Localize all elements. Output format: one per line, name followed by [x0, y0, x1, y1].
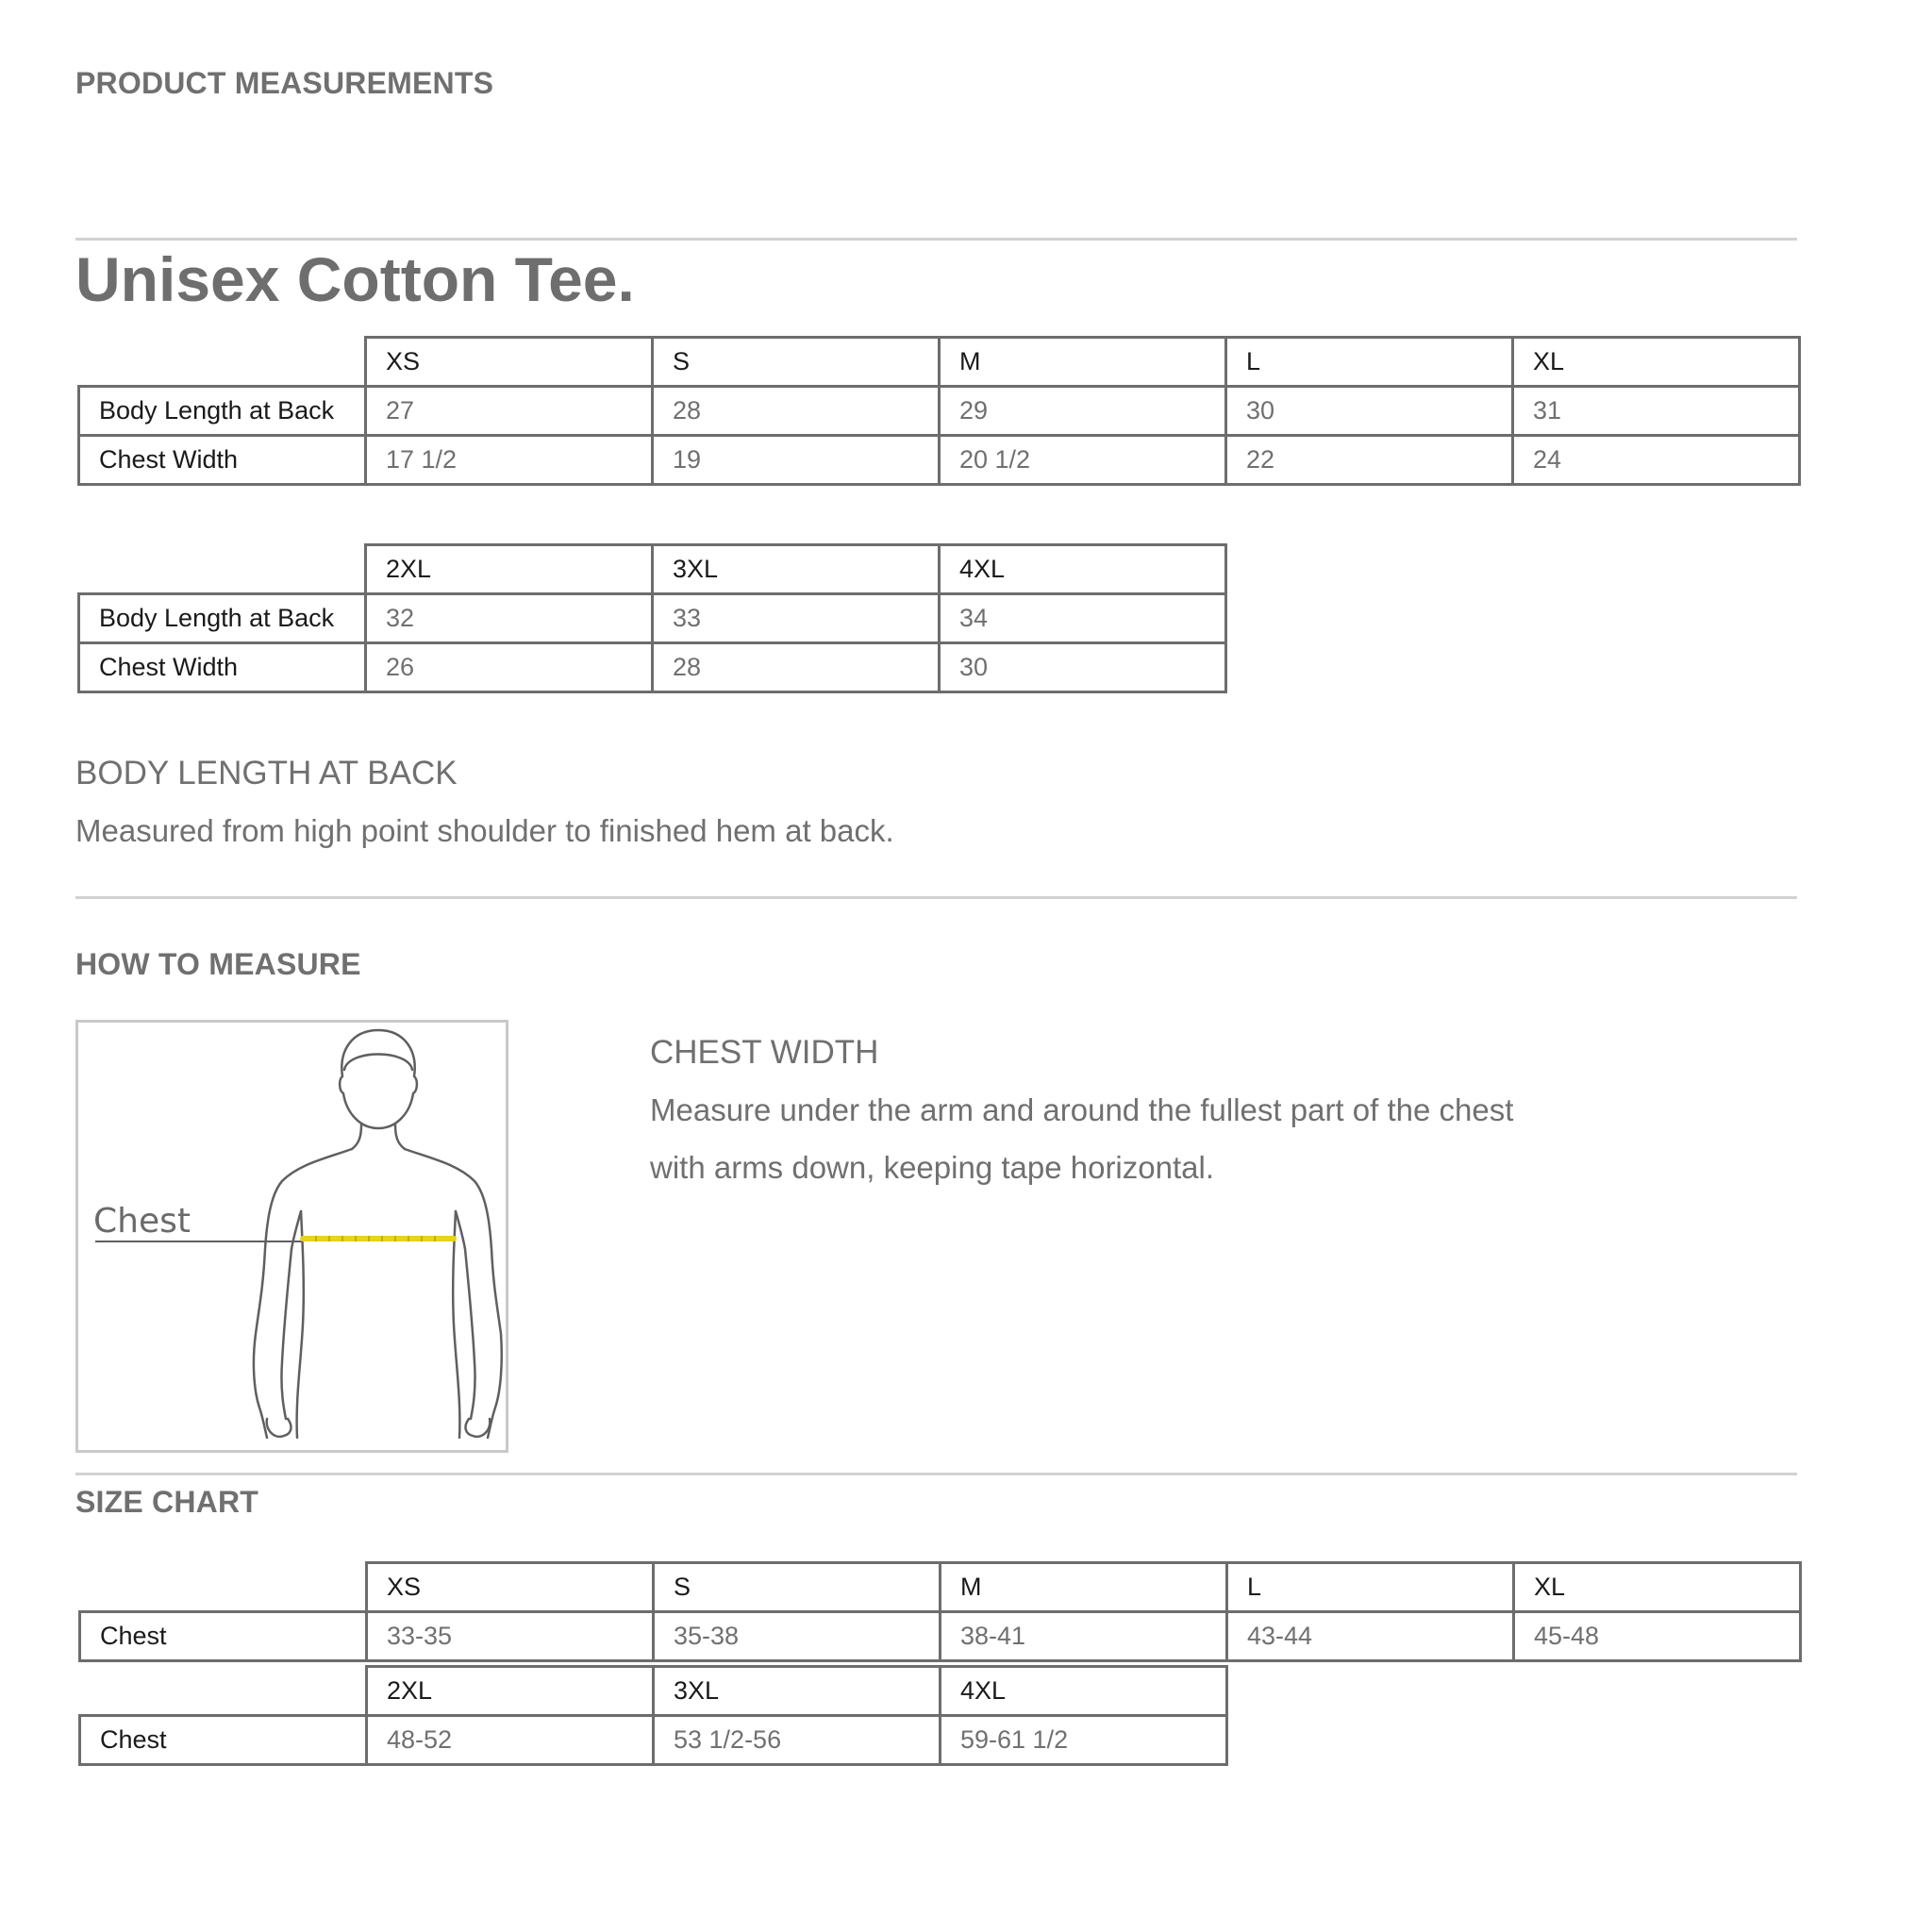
size-header: XS: [366, 338, 653, 387]
table-cell: 31: [1513, 387, 1800, 436]
product-measurements-heading: PRODUCT MEASUREMENTS: [75, 66, 494, 100]
table-row: [79, 387, 1800, 436]
size-header: S: [653, 338, 940, 387]
size-header: XL: [1514, 1563, 1801, 1612]
divider: [75, 896, 1797, 899]
table-cell: 59-61 1/2: [941, 1716, 1227, 1765]
table-corner: [79, 338, 366, 387]
size-header: 2XL: [366, 545, 653, 594]
row-label: Chest Width: [79, 643, 366, 692]
table-row: [79, 643, 1226, 692]
row-label: Chest: [80, 1716, 367, 1765]
product-title: Unisex Cotton Tee.: [75, 244, 635, 314]
size-header: S: [654, 1563, 941, 1612]
table-row: [80, 1716, 1227, 1765]
how-to-measure-heading: HOW TO MEASURE: [75, 947, 361, 981]
size-header: 3XL: [653, 545, 940, 594]
size-header: XS: [367, 1563, 654, 1612]
measurement-table-2: [77, 543, 1227, 693]
table-cell: 28: [653, 387, 940, 436]
size-chart-table-2: [78, 1665, 1228, 1766]
table-cell: 19: [653, 436, 940, 485]
table-cell: 33-35: [367, 1612, 654, 1661]
chest-width-description-line2: with arms down, keeping tape horizontal.: [650, 1150, 1214, 1185]
size-header: M: [941, 1563, 1227, 1612]
table-header-row: [79, 545, 1226, 594]
table-corner: [79, 545, 366, 594]
row-label: Body Length at Back: [79, 594, 366, 643]
divider: [75, 1473, 1797, 1475]
table-row: [79, 436, 1800, 485]
size-chart-table-1: [78, 1561, 1802, 1662]
chest-width-label: CHEST WIDTH: [650, 1034, 879, 1071]
table-cell: 22: [1226, 436, 1513, 485]
table-cell: 27: [366, 387, 653, 436]
table-cell: 53 1/2-56: [654, 1716, 941, 1765]
table-header-row: [80, 1563, 1801, 1612]
table-cell: 24: [1513, 436, 1800, 485]
size-header: 4XL: [940, 545, 1226, 594]
table-cell: 33: [653, 594, 940, 643]
size-header: 3XL: [654, 1667, 941, 1716]
table-cell: 17 1/2: [366, 436, 653, 485]
table-cell: 26: [366, 643, 653, 692]
chest-width-description-line1: Measure under the arm and around the fullest part of the chest: [650, 1092, 1514, 1127]
size-header: L: [1227, 1563, 1514, 1612]
table-row: [80, 1612, 1801, 1661]
table-cell: 32: [366, 594, 653, 643]
table-cell: 29: [940, 387, 1226, 436]
measurement-table-1: [77, 336, 1801, 486]
size-header: 4XL: [941, 1667, 1227, 1716]
table-cell: 20 1/2: [940, 436, 1226, 485]
body-length-description: Measured from high point shoulder to finished hem at back.: [75, 813, 894, 848]
row-label: Body Length at Back: [79, 387, 366, 436]
size-chart-heading: SIZE CHART: [75, 1485, 258, 1519]
table-cell: 43-44: [1227, 1612, 1514, 1661]
table-corner: [80, 1667, 367, 1716]
table-row: [79, 594, 1226, 643]
size-header: L: [1226, 338, 1513, 387]
table-cell: 30: [940, 643, 1226, 692]
chest-figure-label: Chest: [93, 1202, 191, 1241]
table-cell: 35-38: [654, 1612, 941, 1661]
table-cell: 38-41: [941, 1612, 1227, 1661]
chest-measure-figure: [75, 1020, 508, 1453]
row-label: Chest Width: [79, 436, 366, 485]
table-header-row: [79, 338, 1800, 387]
table-cell: 34: [940, 594, 1226, 643]
table-corner: [80, 1563, 367, 1612]
body-length-label: BODY LENGTH AT BACK: [75, 755, 458, 791]
divider: [75, 238, 1797, 241]
table-header-row: [80, 1667, 1227, 1716]
size-header: M: [940, 338, 1226, 387]
table-cell: 28: [653, 643, 940, 692]
size-header: XL: [1513, 338, 1800, 387]
row-label: Chest: [80, 1612, 367, 1661]
table-cell: 48-52: [367, 1716, 654, 1765]
table-cell: 45-48: [1514, 1612, 1801, 1661]
size-header: 2XL: [367, 1667, 654, 1716]
table-cell: 30: [1226, 387, 1513, 436]
